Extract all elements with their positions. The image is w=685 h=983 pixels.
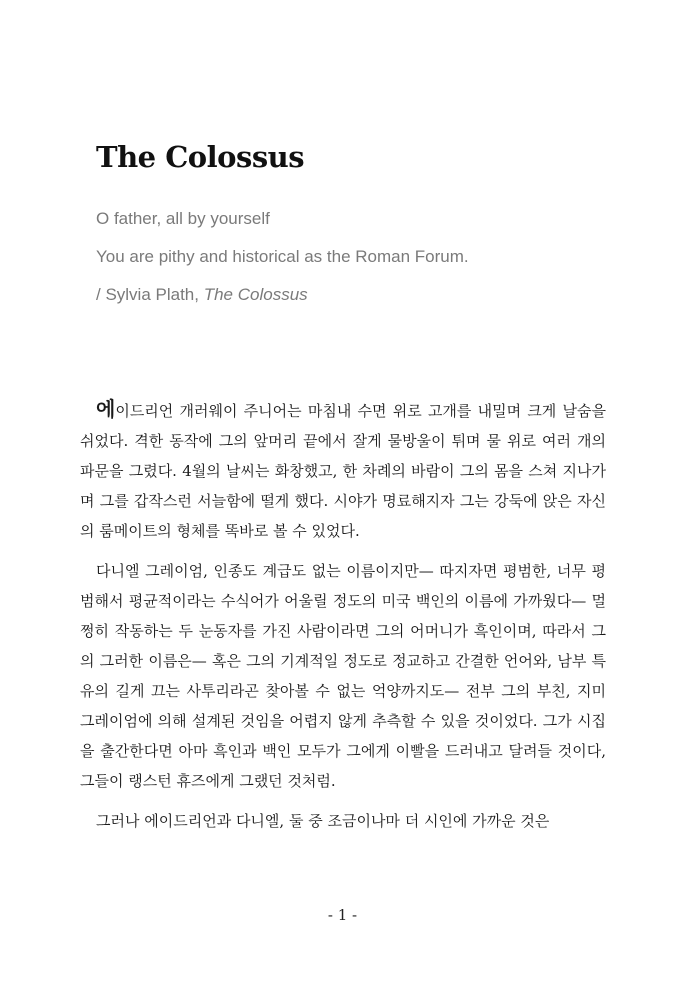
chapter-title: The Colossus xyxy=(96,140,305,174)
drop-cap: 에 xyxy=(96,397,116,421)
paragraph-1 xyxy=(80,394,606,546)
page-number: - 1 - xyxy=(327,906,358,924)
paragraph-1-text: 이드리언 개러웨이 주니어는 마침내 수면 위로 고개를 내밀며 크게 날숨을 쉬었다. 격한 동작에 그의 앞머리 끝에서 잘게 물방울이 튀며 물 위로 여러 개의 파문을 그렸다. 4월의 날씨는 화창했고, 한 차례의 바람이 그의 몸을 스쳐 지나가며 그를 갑작스런 서늘함에 떨게 했다. 시야가 명료해지자 그는 강둑에 앉은 자신의 룸메이트의 형체를 똑바로 볼 수 있었다. xyxy=(80,402,606,540)
epigraph-line-2: You are pithy and historical as the Roman Forum. xyxy=(96,247,469,266)
epigraph-work-title: The Colossus xyxy=(203,285,308,304)
epigraph-author: / Sylvia Plath, xyxy=(96,285,204,304)
epigraph xyxy=(96,200,636,314)
epigraph-line-1: O father, all by yourself xyxy=(96,209,270,228)
epigraph-attribution xyxy=(96,276,636,314)
paragraph-3: 그러나 에이드리언과 다니엘, 둘 중 조금이나마 더 시인에 가까운 것은 xyxy=(96,812,550,830)
body-text xyxy=(80,394,606,846)
paragraph-2: 다니엘 그레이엄, 인종도 계급도 없는 이름이지만— 따지자면 평범한, 너무 평범해서 평균적이라는 수식어가 어울릴 정도의 미국 백인의 이름에 가까웠다— 멀쩡히 작동하는 두 눈동자를 가진 사람이라면 그의 어머니가 흑인이며, 따라서 그의 그러한 이름은— 혹은 그의 기계적일 정도로 정교하고 간결한 언어와, 남부 특유의 길게 끄는 사투리라곤 찾아볼 수 없는 억양까지도— 전부 그의 부친, 지미 그레이엄에 의해 설계된 것임을 어렵지 않게 추측할 수 있을 것이었다. 그가 시집을 출간한다면 아마 흑인과 백인 모두가 그에게 이빨을 드러내고 달려들 것이다, 그들이 랭스턴 휴즈에게 그랬던 것처럼. xyxy=(80,562,606,790)
